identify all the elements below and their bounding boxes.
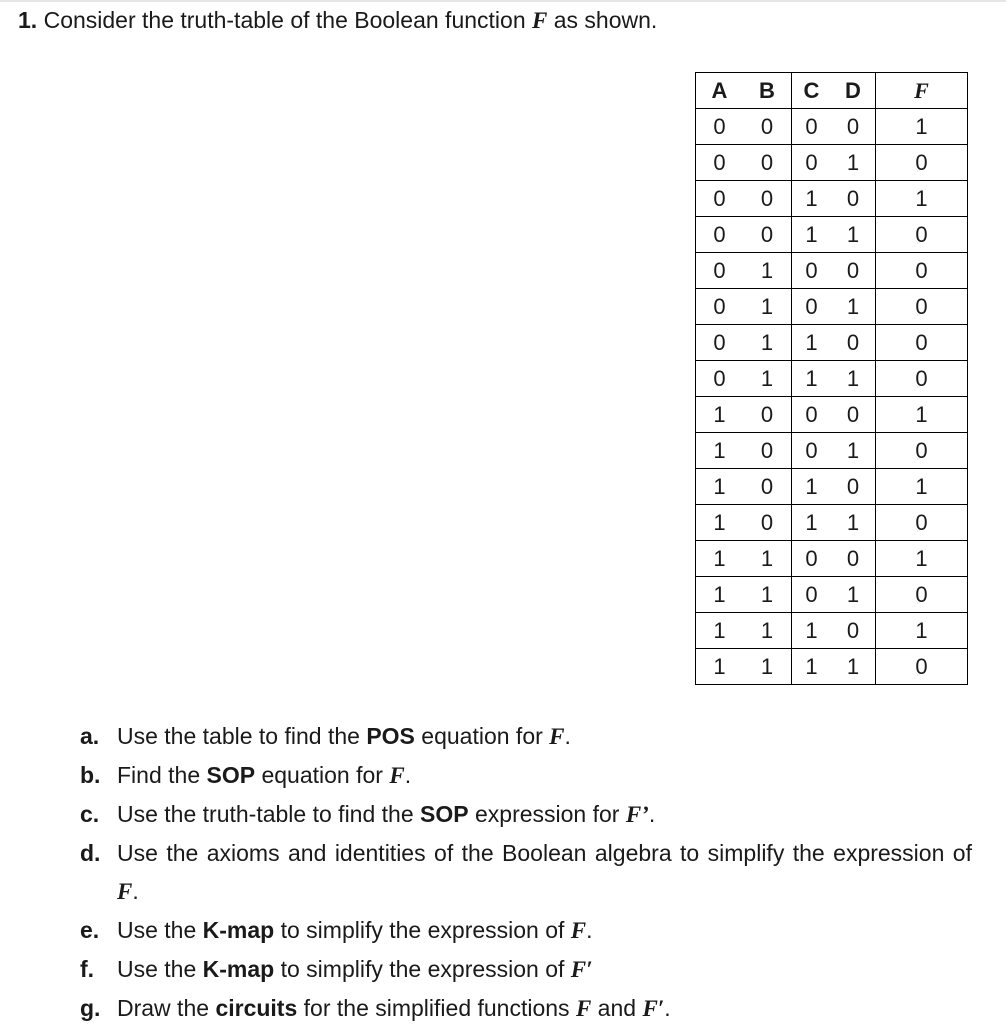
cell-c: 1	[792, 469, 832, 505]
function-symbol: F	[389, 763, 405, 788]
cell-f: 0	[876, 361, 968, 397]
cell-a: 1	[696, 541, 744, 577]
function-symbol: F′	[642, 996, 665, 1021]
sub-question	[80, 795, 972, 834]
cell-c: 0	[792, 289, 832, 325]
keyword: POS	[366, 723, 415, 749]
cell-d: 0	[831, 613, 876, 649]
sub-question	[80, 717, 972, 756]
sub-question-text: Use the axioms and identities of the Boolean algebra to simplify the expression of	[117, 840, 972, 866]
cell-f: 0	[876, 289, 968, 325]
cell-d: 1	[831, 649, 876, 685]
function-symbol: F	[532, 8, 548, 33]
keyword: circuits	[215, 995, 298, 1021]
cell-a: 1	[696, 613, 744, 649]
cell-c: 1	[792, 505, 832, 541]
cell-d: 0	[831, 325, 876, 361]
cell-d: 0	[831, 181, 876, 217]
sub-question-label: c.	[80, 801, 100, 827]
cell-a: 0	[696, 145, 744, 181]
cell-f: 0	[876, 145, 968, 181]
cell-a: 0	[696, 109, 744, 145]
cell-b: 0	[743, 433, 792, 469]
sub-question	[80, 950, 972, 989]
table-row	[696, 541, 968, 577]
table-row	[696, 325, 968, 361]
cell-d: 0	[831, 109, 876, 145]
cell-d: 0	[831, 469, 876, 505]
sub-question-text: to simplify the expression of	[274, 956, 571, 982]
sub-question-label: a.	[80, 723, 100, 749]
sub-question-text: equation for	[414, 723, 550, 749]
cell-c: 1	[792, 325, 832, 361]
cell-c: 0	[792, 433, 832, 469]
cell-b: 1	[743, 649, 792, 685]
table-row	[696, 469, 968, 505]
sub-question	[80, 911, 972, 950]
question-title	[18, 5, 657, 36]
cell-a: 1	[696, 505, 744, 541]
cell-c: 0	[792, 253, 832, 289]
cell-b: 0	[743, 505, 792, 541]
cell-c: 1	[792, 649, 832, 685]
cell-c: 0	[792, 109, 832, 145]
sub-question-text: .	[586, 917, 593, 943]
sub-question-text: .	[404, 762, 412, 788]
cell-a: 0	[696, 181, 744, 217]
question-text-before: Consider the truth-table of the Boolean function	[43, 7, 526, 33]
keyword: SOP	[420, 801, 469, 827]
cell-f: 1	[876, 469, 968, 505]
cell-d: 0	[831, 541, 876, 577]
cell-f: 1	[876, 181, 968, 217]
cell-c: 0	[792, 541, 832, 577]
cell-f: 1	[876, 613, 968, 649]
table-row	[696, 289, 968, 325]
cell-b: 0	[743, 181, 792, 217]
sub-question-text: Draw the	[117, 995, 216, 1021]
cell-c: 1	[792, 361, 832, 397]
cell-f: 0	[876, 253, 968, 289]
sub-question-text: Use the truth-table to find the	[117, 801, 421, 827]
header-c: C	[792, 73, 832, 109]
cell-c: 0	[792, 145, 832, 181]
sub-question-text: Use the	[117, 956, 203, 982]
sub-question-label: b.	[80, 762, 101, 788]
cell-d: 0	[831, 253, 876, 289]
cell-f: 0	[876, 325, 968, 361]
table-row	[696, 217, 968, 253]
cell-b: 0	[743, 469, 792, 505]
cell-a: 1	[696, 577, 744, 613]
table-row	[696, 613, 968, 649]
sub-question-text: Find the	[117, 762, 207, 788]
table-row	[696, 181, 968, 217]
cell-c: 1	[792, 181, 832, 217]
table-row	[696, 505, 968, 541]
cell-d: 1	[831, 145, 876, 181]
header-d: D	[831, 73, 876, 109]
table-row	[696, 397, 968, 433]
cell-c: 0	[792, 577, 832, 613]
function-symbol: F	[575, 996, 592, 1021]
sub-question-text: .	[648, 801, 656, 827]
cell-a: 0	[696, 217, 744, 253]
cell-a: 0	[696, 361, 744, 397]
cell-c: 1	[792, 217, 832, 253]
cell-b: 1	[743, 613, 792, 649]
sub-question-label: f.	[80, 956, 95, 982]
sub-question-text: equation for	[255, 762, 390, 788]
cell-d: 1	[831, 433, 876, 469]
cell-b: 1	[743, 325, 792, 361]
cell-b: 1	[743, 577, 792, 613]
top-rule	[0, 0, 1006, 2]
sub-question-text: Use the table to find the	[117, 723, 367, 749]
sub-question-label: g.	[80, 995, 101, 1021]
sub-question	[80, 756, 972, 795]
cell-a: 1	[696, 397, 744, 433]
sub-question-label: d.	[80, 840, 101, 866]
cell-b: 1	[743, 541, 792, 577]
function-symbol: F′	[570, 957, 593, 982]
cell-d: 1	[831, 289, 876, 325]
header-b: B	[743, 73, 792, 109]
cell-a: 0	[696, 325, 744, 361]
header-f: F	[876, 73, 968, 109]
question-number: 1.	[18, 7, 38, 33]
sub-question-text: .	[664, 995, 671, 1021]
function-symbol: F	[570, 918, 587, 943]
sub-question	[80, 834, 972, 911]
cell-a: 1	[696, 433, 744, 469]
sub-question-text: and	[591, 995, 643, 1021]
function-symbol: F’	[625, 802, 649, 827]
cell-f: 0	[876, 577, 968, 613]
sub-question-text: .	[564, 723, 571, 749]
sub-question-text: expression for	[468, 801, 626, 827]
cell-a: 1	[696, 469, 744, 505]
table-row	[696, 577, 968, 613]
table-row	[696, 145, 968, 181]
keyword: K-map	[202, 956, 275, 982]
cell-d: 1	[831, 577, 876, 613]
cell-c: 0	[792, 397, 832, 433]
table-row	[696, 433, 968, 469]
sub-question-label: e.	[80, 917, 100, 943]
cell-f: 0	[876, 649, 968, 685]
truth-table-header-row	[696, 73, 968, 109]
cell-b: 0	[743, 145, 792, 181]
table-row	[696, 361, 968, 397]
sub-question-text: Use the	[117, 917, 203, 943]
function-symbol: F	[117, 879, 133, 904]
cell-f: 1	[876, 109, 968, 145]
sub-question-text: .	[132, 878, 139, 904]
sub-question-text: for the simplified functions	[297, 995, 576, 1021]
cell-d: 0	[831, 397, 876, 433]
question-text-after: as shown.	[553, 7, 658, 33]
table-row	[696, 649, 968, 685]
cell-c: 1	[792, 613, 832, 649]
cell-b: 0	[743, 397, 792, 433]
cell-f: 0	[876, 433, 968, 469]
cell-b: 1	[743, 361, 792, 397]
function-symbol: F	[549, 724, 565, 749]
cell-d: 1	[831, 361, 876, 397]
cell-d: 1	[831, 505, 876, 541]
keyword: K-map	[202, 917, 275, 943]
cell-f: 0	[876, 217, 968, 253]
cell-b: 1	[743, 253, 792, 289]
sub-question	[80, 989, 972, 1028]
cell-a: 1	[696, 649, 744, 685]
keyword: SOP	[206, 762, 256, 788]
cell-b: 0	[743, 109, 792, 145]
cell-b: 0	[743, 217, 792, 253]
cell-a: 0	[696, 289, 744, 325]
sub-questions	[80, 717, 972, 1028]
cell-f: 1	[876, 397, 968, 433]
cell-f: 1	[876, 541, 968, 577]
header-a: A	[696, 73, 744, 109]
cell-a: 0	[696, 253, 744, 289]
cell-b: 1	[743, 289, 792, 325]
truth-table	[695, 72, 968, 685]
table-row	[696, 109, 968, 145]
sub-question-text: to simplify the expression of	[274, 917, 571, 943]
table-row	[696, 253, 968, 289]
cell-d: 1	[831, 217, 876, 253]
cell-f: 0	[876, 505, 968, 541]
